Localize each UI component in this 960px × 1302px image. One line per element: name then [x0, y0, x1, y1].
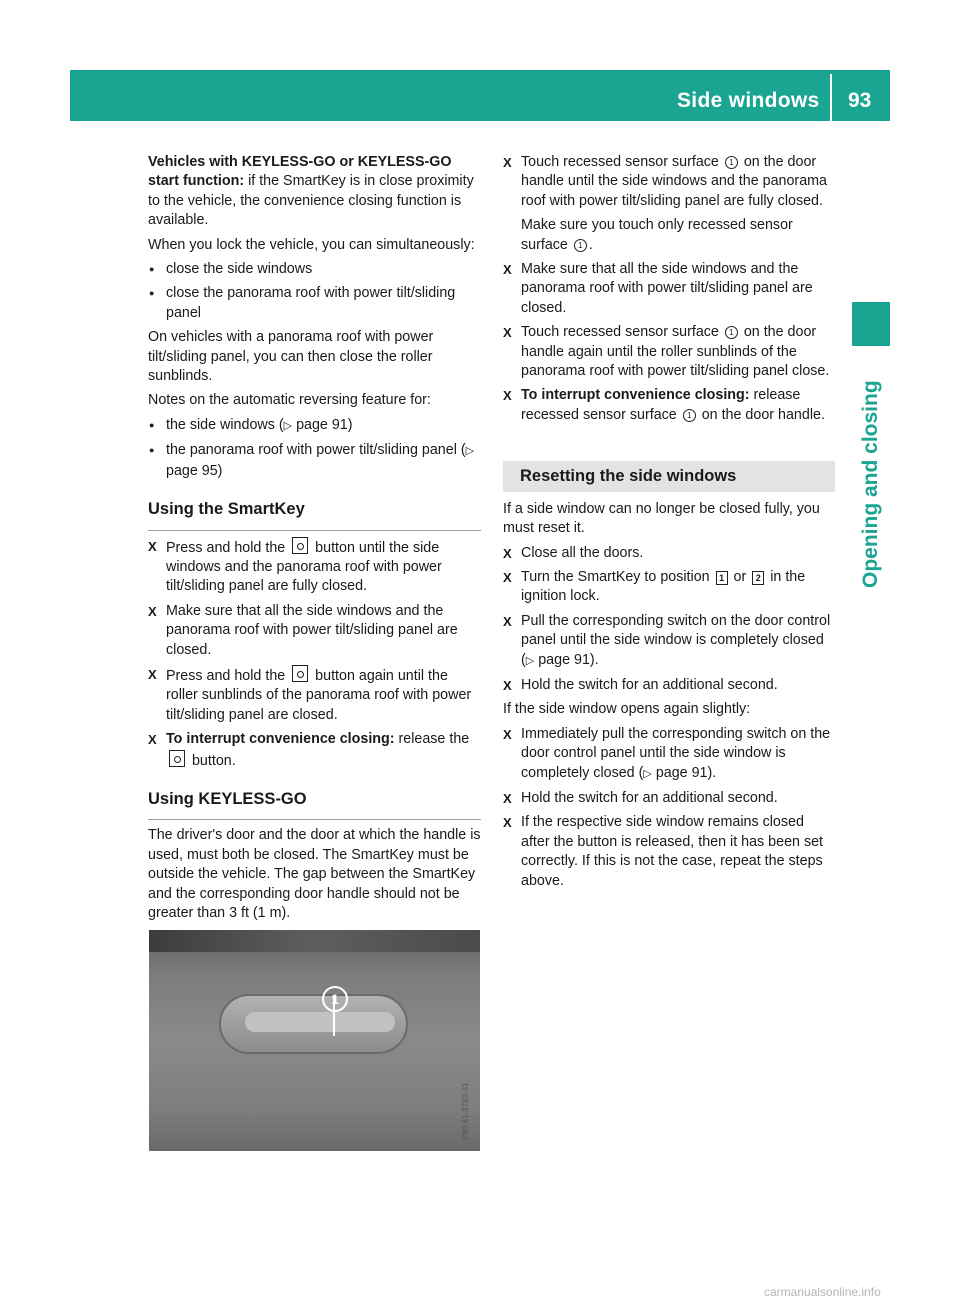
step-item: X To interrupt convenience closing: release recessed sensor surface 1 on the door handle.	[503, 386, 835, 425]
page-reference-arrow-icon: ▷	[465, 445, 475, 458]
sensor-surface-marker-icon: 1	[574, 239, 587, 252]
list-item: ● the side windows (▷ page 91)	[148, 416, 481, 436]
door-handle-photo	[149, 930, 480, 1151]
step-item: X Touch recessed sensor surface 1 on the door handle again until the roller sunblinds of the panorama roof with power tilt/sliding panel close.	[503, 323, 835, 381]
callout-number: 1	[322, 986, 348, 1012]
window-strip	[149, 930, 480, 952]
lock-button-icon	[292, 665, 308, 682]
list-item: ● close the panorama roof with power tilt/sliding panel	[148, 284, 481, 323]
image-code: P80.61-3783-31	[461, 1082, 470, 1140]
step-item: X Press and hold the button again until the roller sunblinds of the panorama roof with power tilt/sliding panel are closed.	[148, 665, 481, 725]
lock-button-icon	[292, 537, 308, 554]
left-column	[148, 153, 481, 928]
paragraph: The driver's door and the door at which the handle is used, must both be closed. The SmartKey must be outside the vehicle. The gap between the SmartKey and the corresponding door handle should not be greater than 3 ft (1 m).	[148, 827, 481, 921]
key-position-2-icon: 2	[752, 571, 764, 585]
chapter-label: Opening and closing	[859, 380, 882, 588]
paragraph: When you lock the vehicle, you can simultaneously:	[148, 236, 475, 253]
door-handle-grip	[245, 1012, 395, 1032]
lock-button-icon	[169, 750, 185, 767]
note: Make sure you touch only recessed sensor surface 1 .	[521, 217, 793, 253]
list-item: ● the panorama roof with power tilt/sliding panel (▷ page 95)	[148, 441, 481, 481]
right-column	[503, 153, 835, 896]
step-item: X Immediately pull the corresponding switch on the door control panel until the side window is completely closed (▷ page 91).	[503, 725, 835, 784]
page-reference-arrow-icon: ▷	[643, 767, 652, 780]
page-reference-arrow-icon: ▷	[283, 419, 293, 432]
heading-using-keyless-go: Using KEYLESS-GO	[148, 790, 481, 820]
step-item: X Touch recessed sensor surface 1 on the door handle until the side windows and the panorama roof with power tilt/sliding panel are fully closed.	[503, 153, 835, 211]
step-item: X If the respective side window remains closed after the button is released, then it has been set correctly. If this is not the case, repeat the steps above.	[503, 813, 835, 891]
step-item: X Press and hold the button until the side windows and the panorama roof with power tilt/sliding panel are fully closed.	[148, 537, 481, 597]
step-item: X Make sure that all the side windows and the panorama roof with power tilt/sliding panel are closed.	[503, 260, 835, 318]
key-position-1-icon: 1	[716, 571, 728, 585]
intro-paragraph: Vehicles with KEYLESS-GO or KEYLESS-GO start function: if the SmartKey is in close proximity to the vehicle, the convenience closing function is available.	[148, 154, 474, 229]
step-item: X Hold the switch for an additional second.	[503, 789, 835, 808]
watermark: carmanualsonline.info	[764, 1285, 881, 1299]
paragraph: If the side window opens again slightly:	[503, 701, 751, 718]
sensor-surface-marker-icon: 1	[683, 409, 696, 422]
step-item: X Pull the corresponding switch on the door control panel until the side window is completely closed (▷ page 91).	[503, 612, 835, 671]
heading-using-smartkey: Using the SmartKey	[148, 500, 481, 530]
header-divider	[830, 74, 832, 121]
sensor-surface-marker-icon: 1	[725, 326, 738, 339]
step-item: X Close all the doors.	[503, 544, 835, 563]
paragraph: If a side window can no longer be closed fully, you must reset it.	[503, 500, 820, 537]
paragraph: Notes on the automatic reversing feature for:	[148, 392, 431, 409]
chapter-tab	[852, 302, 890, 346]
step-item: X Hold the switch for an additional second.	[503, 676, 835, 695]
list-item: ● close the side windows	[148, 260, 481, 279]
step-item: X Turn the SmartKey to position 1 or 2 in the ignition lock.	[503, 568, 835, 607]
page-reference-arrow-icon: ▷	[525, 654, 535, 667]
step-item: X To interrupt convenience closing: release the button.	[148, 730, 481, 771]
heading-resetting-side-windows: Resetting the side windows	[503, 461, 835, 491]
sensor-surface-marker-icon: 1	[725, 156, 738, 169]
paragraph: On vehicles with a panorama roof with power tilt/sliding panel, you can then close the roller sunblinds.	[148, 329, 434, 385]
section-title: Side windows	[677, 89, 820, 112]
page-number: 93	[848, 89, 872, 112]
step-item: X Make sure that all the side windows and the panorama roof with power tilt/sliding panel are closed.	[148, 602, 481, 660]
